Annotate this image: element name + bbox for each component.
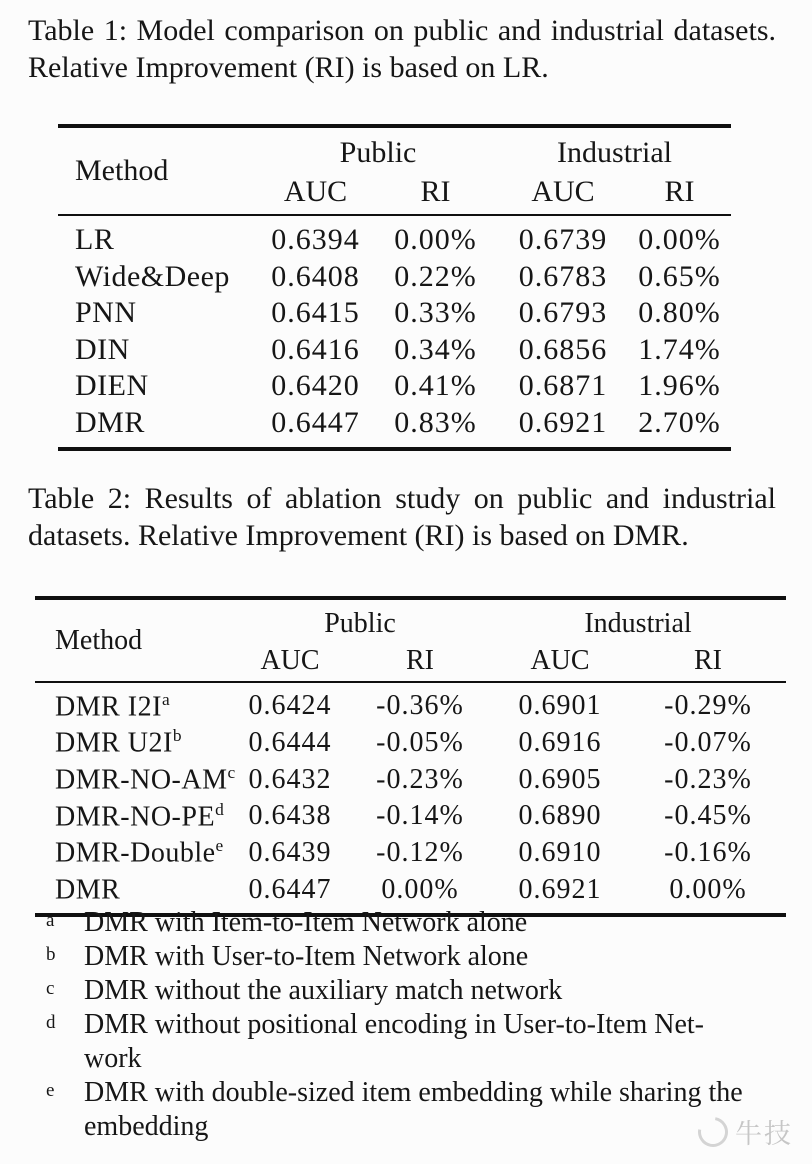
table1-header [58, 126, 731, 215]
cell-method: DIEN [75, 369, 149, 403]
cell-public-ri: -0.23% [376, 763, 464, 795]
cell-industrial-auc: 0.6916 [518, 727, 602, 759]
table2-header-public: Public [324, 608, 396, 639]
cell-industrial-auc: 0.6921 [518, 405, 608, 439]
table2-ablation-study [35, 596, 786, 917]
footnote-marker-sup: a [161, 689, 170, 709]
footnote-text: DMR with User-to-Item Network alone [84, 941, 529, 972]
cell-public-auc: 0.6415 [271, 296, 360, 330]
footnote-d [42, 1008, 748, 1076]
table1-header-public: Public [339, 136, 417, 169]
table2-caption-line1: Table 2: Results of ablation study on public and industrial [28, 482, 776, 515]
cell-industrial-auc: 0.6905 [518, 763, 602, 795]
footnote-marker: d [46, 1012, 56, 1033]
footnote-text: DMR with Item-to-Item Network alone [84, 907, 528, 938]
footnote-marker-sup: c [227, 763, 236, 783]
table-row [35, 725, 786, 762]
footnote-e [42, 1076, 748, 1144]
cell-industrial-ri: 1.96% [638, 369, 721, 403]
table-row [58, 259, 731, 296]
footnote-c [42, 974, 748, 1008]
table1-caption-line2: Relative Improvement (RI) is based on LR. [28, 51, 549, 84]
cell-industrial-auc: 0.6901 [518, 690, 602, 722]
footnote-a [42, 906, 748, 940]
cell-industrial-ri: 1.74% [638, 332, 721, 366]
table1-header-industrial-auc: AUC [498, 170, 628, 215]
cell-method: Wide&Deep [75, 259, 230, 293]
table1-header-public-ri: RI [373, 170, 498, 215]
watermark [698, 1112, 793, 1151]
cell-public-auc: 0.6438 [248, 800, 332, 832]
cell-industrial-ri: 0.65% [638, 259, 721, 293]
cell-industrial-ri: 0.80% [638, 296, 721, 330]
table1-header-public-auc: AUC [258, 170, 373, 215]
cell-public-auc: 0.6444 [248, 727, 332, 759]
cell-industrial-auc: 0.6856 [518, 332, 608, 366]
cell-public-auc: 0.6408 [271, 259, 360, 293]
cell-public-auc: 0.6439 [248, 837, 332, 869]
cell-public-auc: 0.6447 [248, 873, 332, 905]
method-label: DMR [55, 874, 121, 906]
footnote-marker: b [46, 944, 56, 965]
method-label: DMR U2I [55, 727, 173, 759]
cell-industrial-ri: -0.07% [664, 727, 752, 759]
cell-method [35, 835, 230, 872]
footnote-marker: e [46, 1080, 55, 1101]
cell-industrial-auc: 0.6890 [518, 800, 602, 832]
cell-method: PNN [75, 296, 137, 330]
cell-industrial-ri: 0.00% [669, 873, 747, 905]
table-row [35, 682, 786, 725]
cell-public-ri: -0.12% [376, 837, 464, 869]
table-row [58, 332, 731, 369]
cell-public-ri: -0.36% [376, 690, 464, 722]
table2-header-public-auc: AUC [230, 640, 350, 682]
cell-industrial-auc: 0.6910 [518, 837, 602, 869]
table1-header-industrial: Industrial [557, 136, 673, 169]
cell-method [35, 682, 230, 725]
cell-public-ri: 0.00% [394, 223, 477, 257]
method-label: DMR I2I [55, 691, 162, 722]
cell-public-auc: 0.6424 [248, 690, 332, 722]
cell-method [35, 798, 230, 835]
table-row [35, 761, 786, 798]
footnote-b [42, 940, 748, 974]
cell-industrial-ri: -0.29% [664, 690, 752, 722]
cell-public-ri: 0.34% [394, 332, 477, 366]
method-label: DMR-NO-AM [55, 764, 228, 796]
cell-industrial-ri: 2.70% [638, 405, 721, 439]
table1-header-industrial-ri: RI [628, 170, 731, 215]
cell-public-auc: 0.6447 [271, 405, 360, 439]
cell-method: DIN [75, 332, 130, 366]
cell-public-ri: -0.14% [376, 800, 464, 832]
table1-caption [28, 12, 776, 86]
footnote-marker: c [46, 978, 55, 999]
cell-public-ri: -0.05% [376, 727, 464, 759]
footnote-marker-sup: d [215, 799, 224, 819]
footnote-text: DMR without positional encoding in User-to-Item Net-work [84, 1009, 705, 1074]
cell-industrial-ri: -0.16% [664, 837, 752, 869]
cell-industrial-ri: 0.00% [638, 223, 721, 257]
cell-method [35, 761, 236, 798]
cell-public-auc: 0.6416 [271, 332, 360, 366]
footnote-marker-sup: b [172, 726, 182, 746]
table-row [35, 835, 786, 872]
method-label: DMR-NO-PE [55, 801, 216, 833]
table2-header-industrial-auc: AUC [490, 640, 630, 682]
table-row [58, 295, 731, 332]
cell-method: DMR [75, 405, 145, 439]
cell-public-auc: 0.6394 [271, 223, 360, 257]
table-row [35, 798, 786, 835]
cell-industrial-auc: 0.6783 [518, 259, 608, 293]
table2-caption [28, 480, 776, 554]
table-row [58, 405, 731, 450]
footnote-text: DMR without the auxiliary match network [84, 975, 563, 1006]
footnote-marker: a [46, 910, 55, 931]
cell-industrial-auc: 0.6739 [518, 223, 608, 257]
cell-public-ri: 0.00% [381, 873, 459, 905]
table2-footnotes [42, 906, 748, 1144]
table2-caption-line2: datasets. Relative Improvement (RI) is based on DMR. [28, 519, 689, 552]
cell-industrial-ri: -0.23% [664, 763, 752, 795]
table2-header-method: Method [35, 598, 230, 682]
table-row [58, 368, 731, 405]
table2-header-industrial: Industrial [584, 608, 692, 639]
footnote-marker-sup: e [215, 836, 224, 856]
cell-public-ri: 0.22% [394, 259, 477, 293]
cell-public-ri: 0.83% [394, 405, 477, 439]
method-label: DMR-Double [55, 837, 216, 869]
footnote-text: DMR with double-sized item embedding while sharing the embedding [84, 1077, 743, 1142]
cell-industrial-auc: 0.6921 [518, 873, 602, 905]
table1-header-method: Method [58, 126, 258, 215]
cell-public-auc: 0.6420 [271, 369, 360, 403]
cell-industrial-auc: 0.6793 [518, 296, 608, 330]
table2-header-industrial-ri: RI [630, 640, 786, 682]
cell-industrial-auc: 0.6871 [518, 369, 608, 403]
cell-public-auc: 0.6432 [248, 763, 332, 795]
cell-industrial-ri: -0.45% [664, 800, 752, 832]
table1-model-comparison [58, 124, 731, 451]
table2-header-public-ri: RI [350, 640, 490, 682]
cell-method [35, 725, 230, 762]
table1-caption-line1: Table 1: Model comparison on public and industrial datasets. [28, 14, 776, 47]
table-row [58, 215, 731, 259]
cell-public-ri: 0.33% [394, 296, 477, 330]
cell-method: LR [75, 223, 115, 257]
cell-public-ri: 0.41% [394, 369, 477, 403]
watermark-text: 牛技 [735, 1119, 793, 1149]
watermark-logo-icon [692, 1111, 734, 1153]
table2-header [35, 598, 786, 682]
